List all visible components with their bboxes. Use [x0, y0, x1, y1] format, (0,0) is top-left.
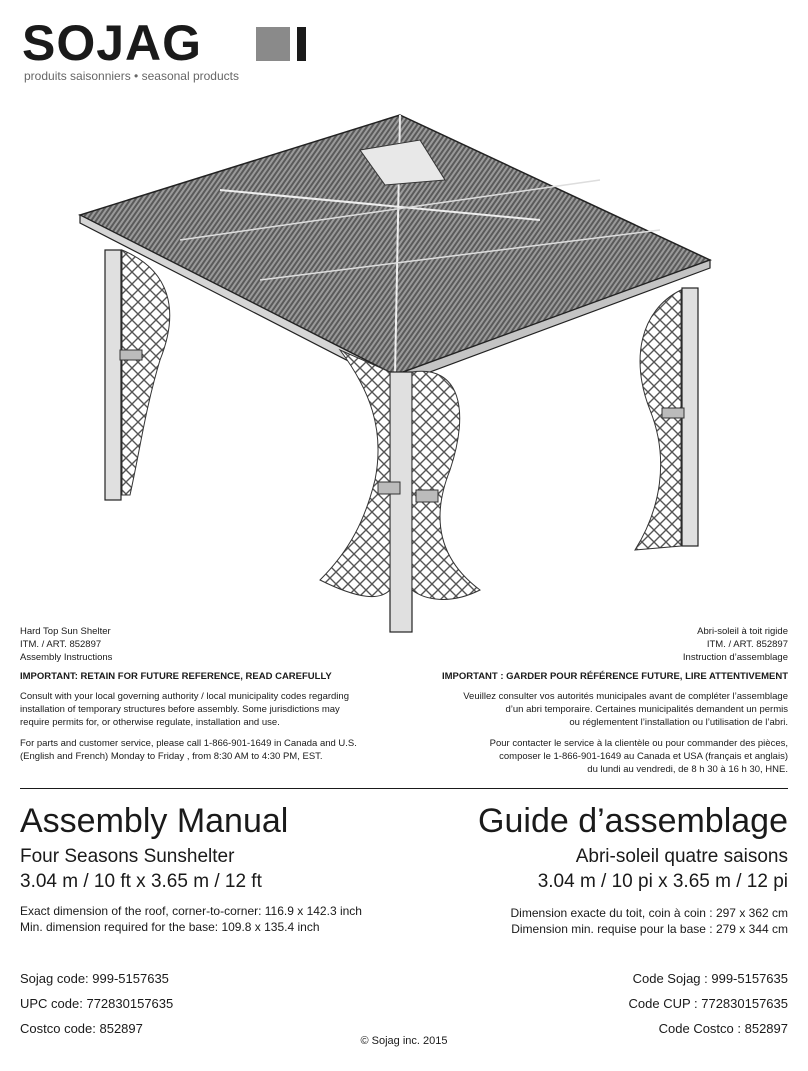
- service-paragraph-en: [20, 737, 400, 763]
- base-dimension-en: Min. dimension required for the base: 109.8 x 135.4 inch: [20, 920, 320, 934]
- product-name-fr: Abri-soleil à toit rigide: [697, 626, 788, 637]
- product-name-en: Hard Top Sun Shelter: [20, 626, 111, 637]
- service-paragraph-fr: [403, 737, 788, 776]
- size-en: 3.04 m / 10 ft x 3.65 m / 12 ft: [20, 871, 262, 892]
- sojag-code-fr: Code Sojag : 999-5157635: [632, 971, 788, 986]
- subtitle-fr: Abri-soleil quatre saisons: [575, 846, 788, 867]
- important-notice-en: IMPORTANT: RETAIN FOR FUTURE REFERENCE, READ CAREFULLY: [20, 671, 332, 682]
- upc-code-fr: Code CUP : 772830157635: [628, 996, 788, 1011]
- brand-tagline: produits saisonniers • seasonal products: [24, 69, 239, 83]
- costco-code-fr: Code Costco : 852897: [658, 1021, 788, 1036]
- logo-square-mark: [256, 27, 290, 61]
- consult-line: Veuillez consulter vos autorités municipales avant de compléter l’assemblage: [463, 691, 788, 702]
- gazebo-illustration: [60, 110, 740, 650]
- section-divider: [20, 788, 788, 789]
- service-line: (English and French) Monday to Friday , from 8:30 AM to 4:30 PM, EST.: [20, 751, 323, 762]
- service-line: du lundi au vendredi, de 8 h 30 à 16 h 30, HNE.: [587, 764, 788, 775]
- costco-code-en: Costco code: 852897: [20, 1021, 143, 1036]
- consult-paragraph-fr: [403, 690, 788, 729]
- doc-type-fr: Instruction d’assemblage: [682, 652, 788, 663]
- brand-logo-text: SOJAG: [22, 15, 203, 71]
- consult-paragraph-en: [20, 690, 400, 729]
- upc-code-en: UPC code: 772830157635: [20, 996, 174, 1011]
- service-line: composer le 1-866-901-1649 au Canada et USA (français et anglais): [499, 751, 788, 762]
- consult-line: ou réglementent l’installation ou l’utilisation de l’abri.: [569, 717, 788, 728]
- consult-line: Consult with your local governing authority / local municipality codes regarding: [20, 691, 349, 702]
- size-fr: 3.04 m / 10 pi x 3.65 m / 12 pi: [537, 871, 788, 892]
- logo-bar-mark: [297, 27, 306, 61]
- title-en: Assembly Manual: [20, 802, 289, 840]
- service-line: For parts and customer service, please call 1-866-901-1649 in Canada and U.S.: [20, 738, 357, 749]
- service-line: Pour contacter le service à la clientèle ou pour commander des pièces,: [489, 738, 788, 749]
- base-dimension-fr: Dimension min. requise pour la base : 279 x 344 cm: [511, 922, 788, 936]
- important-notice-fr: IMPORTANT : GARDER POUR RÉFÉRENCE FUTURE, LIRE ATTENTIVEMENT: [441, 671, 788, 682]
- title-fr: Guide d’assemblage: [478, 802, 788, 840]
- consult-line: d’un abri temporaire. Certaines municipalités demandent un permis: [505, 704, 788, 715]
- item-number-fr: ITM. / ART. 852897: [706, 639, 788, 650]
- copyright: © Sojag inc. 2015: [360, 1035, 448, 1047]
- roof-dimension-fr: Dimension exacte du toit, coin à coin : 297 x 362 cm: [510, 906, 788, 920]
- doc-type-en: Assembly Instructions: [20, 652, 113, 663]
- sojag-code-en: Sojag code: 999-5157635: [20, 971, 169, 986]
- subtitle-en: Four Seasons Sunshelter: [20, 846, 235, 867]
- roof-dimension-en: Exact dimension of the roof, corner-to-corner: 116.9 x 142.3 inch: [20, 904, 362, 918]
- consult-line: require permits for, or otherwise regulate, installation and use.: [20, 717, 280, 728]
- item-number-en: ITM. / ART. 852897: [20, 639, 102, 650]
- consult-line: installation of temporary structures before assembly. Some jurisdictions may: [20, 704, 340, 715]
